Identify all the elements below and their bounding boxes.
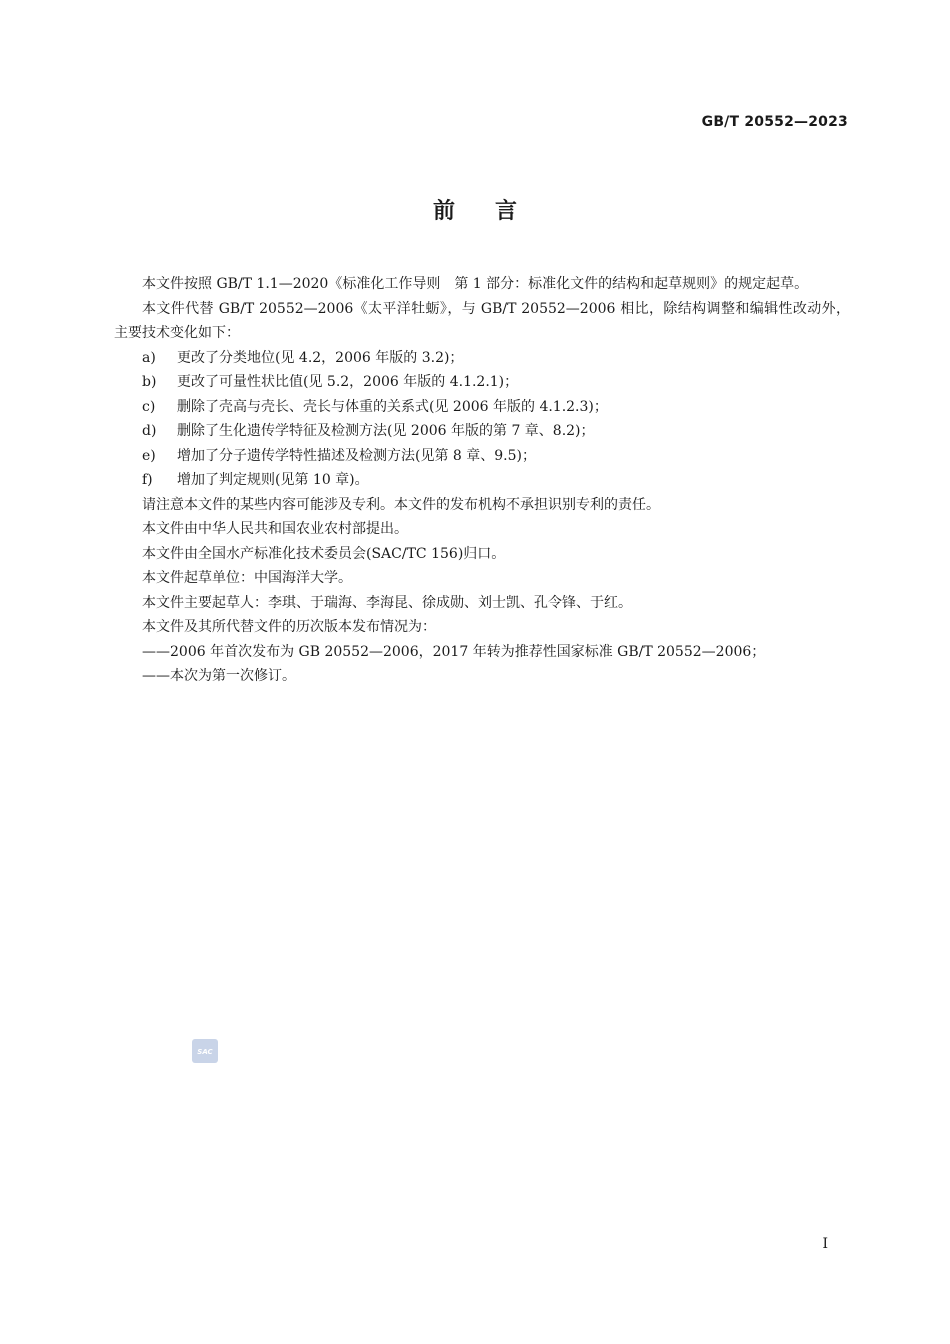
paragraph-patent-notice: 请注意本文件的某些内容可能涉及专利。本文件的发布机构不承担识别专利的责任。	[142, 496, 660, 513]
list-marker: c)	[142, 398, 156, 415]
list-marker: f)	[142, 472, 153, 488]
list-item	[114, 444, 850, 469]
paragraph-drafting-unit: 本文件起草单位：中国海洋大学。	[142, 570, 352, 586]
list-item	[114, 419, 850, 444]
list-marker: d)	[142, 423, 157, 439]
list-marker: e)	[142, 447, 156, 464]
paragraph-proposer: 本文件由中华人民共和国农业农村部提出。	[142, 521, 408, 537]
standard-number: GB/T 20552—2023	[701, 114, 848, 130]
document-body	[114, 272, 850, 689]
list-item	[114, 346, 850, 371]
history-item: ——2006 年首次发布为 GB 20552—2006，2017 年转为推荐性国家标准 GB/T 20552—2006；	[142, 643, 766, 660]
list-item-text: 更改了可量性状比值(见 5.2，2006 年版的 4.1.2.1)；	[177, 374, 519, 390]
list-item-text: 删除了生化遗传学特征及检测方法(见 2006 年版的第 7 章、8.2)；	[177, 423, 595, 439]
sac-logo-icon	[192, 1039, 218, 1063]
list-item-text: 增加了分子遗传学特性描述及检测方法(见第 8 章、9.5)；	[177, 447, 536, 464]
page-title: 前言	[432, 199, 557, 224]
paragraph-history-intro: 本文件及其所代替文件的历次版本发布情况为：	[142, 619, 436, 635]
list-marker: a)	[142, 349, 156, 366]
paragraph-centralized: 本文件由全国水产标准化技术委员会(SAC/TC 156)归口。	[142, 545, 506, 562]
list-item	[114, 370, 850, 395]
paragraph-drafting-rules: 本文件按照 GB/T 1.1—2020《标准化工作导则 第 1 部分：标准化文件的结构和起草规则》的规定起草。	[142, 276, 809, 292]
page-number: I	[822, 1236, 828, 1252]
list-item-text: 增加了判定规则(见第 10 章)。	[177, 472, 369, 488]
list-item	[114, 468, 850, 493]
list-item-text: 更改了分类地位(见 4.2，2006 年版的 3.2)；	[177, 349, 464, 366]
paragraph-replacement: 本文件代替 GB/T 20552—2006《太平洋牡蛎》，与 GB/T 20552—2006 相比，除结构调整和编辑性改动外，主要技术变化如下：	[114, 300, 850, 341]
sac-logo-text: SAC	[197, 1048, 213, 1056]
list-item-text: 删除了壳高与壳长、壳长与体重的关系式(见 2006 年版的 4.1.2.3)；	[177, 398, 608, 415]
list-marker: b)	[142, 374, 157, 390]
list-item	[114, 395, 850, 420]
changes-list	[114, 346, 850, 493]
paragraph-drafters: 本文件主要起草人：李琪、于瑞海、李海昆、徐成勋、刘士凯、孔令锋、于红。	[142, 594, 632, 611]
history-item: ——本次为第一次修订。	[142, 668, 296, 684]
